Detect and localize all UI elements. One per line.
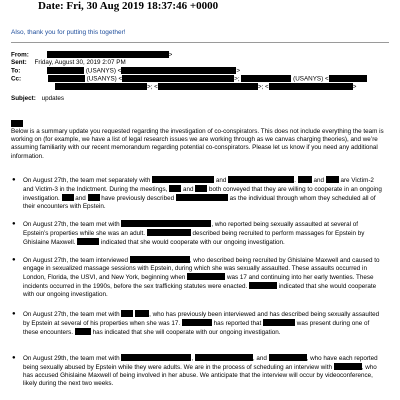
redaction: [169, 185, 181, 192]
email-date-line: Date: Fri, 30 Aug 2019 18:37:46 +0000: [38, 0, 219, 12]
cc-row-2: [11, 83, 356, 92]
text: , who reported being sexually assaulted at several of Epstein’s properties while she was an adult.: [23, 220, 359, 237]
list-item: [12, 220, 385, 247]
text: On August 27th, the team interviewed: [23, 256, 129, 264]
text: described being recruited to perform massages for Epstein by Ghislaine Maxwell.: [23, 229, 365, 246]
redaction: [269, 83, 353, 90]
list-item: [12, 256, 385, 299]
redaction: [62, 194, 74, 201]
subject-row: [11, 95, 64, 103]
redaction: [195, 185, 207, 192]
to-fragment: (USANYS) <: [85, 67, 122, 75]
bullet-icon: ●: [12, 177, 16, 183]
redaction: [187, 273, 225, 280]
bullet-icon: ●: [12, 221, 16, 227]
text: indicated that she would cooperate with our ongoing investigation.: [23, 283, 377, 299]
text: On August 27th, the team met separately with: [23, 176, 151, 184]
redaction: [11, 120, 23, 127]
to-label: To:: [11, 67, 21, 75]
text: are Victim-2 and Victim-3 in the Indictment. During the meetings,: [23, 176, 374, 193]
bullet-icon: ●: [12, 257, 16, 263]
divider: [11, 42, 389, 43]
from-close: >: [168, 51, 173, 59]
redaction: [55, 83, 147, 90]
cc-fragment-2: >;: [234, 75, 240, 83]
bullet-icon: ●: [12, 355, 16, 361]
redaction: [269, 354, 307, 361]
sent-value: Friday, August 30, 2019 2:07 PM: [34, 59, 126, 66]
text: and: [75, 194, 86, 202]
redaction: [298, 176, 312, 183]
text: and: [313, 176, 324, 184]
text: , who described being recruited by Ghislaine Maxwell and caused to engage in sexualized massage sessions with Epstein, during which she was sexually assaulted. These assaults occurred in London, Florida, the USVI, and New York, beginning when: [23, 256, 380, 281]
to-close: >: [236, 67, 241, 75]
text: have previously described: [101, 194, 175, 202]
text: was present during one of these encounters.: [23, 319, 370, 336]
text: as the individual through whom they scheduled all of their encounters with Epstein.: [23, 194, 376, 210]
redaction: [122, 75, 234, 82]
redaction: [326, 176, 339, 183]
sent-label: Sent:: [11, 59, 27, 66]
redaction: [329, 75, 367, 82]
text: On August 27th, the team met with: [23, 220, 120, 228]
list-item: ● On August 27th, the team met separately with and . and are Victim-2 and Victim-3 in the Indictment. During the meetings, and both conveyed that they are willing to cooperate in an ongoing investigation. and have previously described as the individual through whom they scheduled all of their encounters with Epstein.: [12, 176, 382, 210]
cc-fragment-3: (USANYS) <: [293, 75, 329, 83]
text: , who have each reported being sexually abused by Epstein while they were adults. We are in the process of scheduling an interview with: [23, 354, 378, 371]
text: On August 27th, the team met with: [23, 310, 120, 318]
list-item: [12, 310, 385, 337]
text: ,: [191, 354, 194, 362]
list-item: [12, 354, 385, 388]
text: both conveyed that they are willing to cooperate in an ongoing investigation.: [23, 185, 382, 202]
redaction: [77, 238, 99, 245]
redaction: [47, 67, 84, 74]
redaction: [182, 319, 212, 326]
redaction: [48, 75, 85, 82]
cc-fragment-5: >; <: [257, 83, 269, 91]
text: has reported that: [213, 319, 262, 327]
redaction: [47, 51, 169, 58]
cc-fragment-4: >; <: [147, 83, 158, 91]
sent-row: [11, 59, 126, 67]
bullet-icon: ●: [12, 311, 16, 317]
cc-fragment-6: >: [352, 83, 357, 91]
redaction: [135, 310, 149, 317]
redaction: [263, 319, 295, 326]
redaction: [176, 194, 228, 201]
redaction: [228, 176, 294, 183]
redaction: [121, 67, 236, 74]
redaction: [75, 328, 91, 335]
redaction: [147, 229, 191, 236]
text: , who has previously been interviewed and has described being sexually assaulted by Epstein at several of his properties when she was 17.: [23, 310, 380, 327]
text: and: [182, 185, 194, 193]
redaction: [158, 83, 258, 90]
redaction: [88, 194, 100, 201]
redaction: [130, 256, 190, 263]
intro-paragraph: Below is a summary update you requested regarding the investigation of co-conspirators. This does not include everything the team is working on (for example, we have a list of legal research issues we are working through as we canvas charging theories), and we’re assuming familiarity with our recent memorandum regarding potential co-conspirators. Please let us know if you need any additional information.: [11, 128, 384, 160]
text: , who has accused Ghislaine Maxwell of being involved in her abuse. We anticipate that the interview will occur by videoconference, likely during the next two weeks.: [23, 363, 377, 388]
text: , and: [252, 354, 267, 362]
text: indicated that she would cooperate with our ongoing investigation.: [101, 238, 285, 246]
text: and: [215, 176, 227, 184]
redaction: [195, 354, 253, 361]
reply-thanks-text: Also, thank you for putting this together!: [11, 29, 126, 36]
redaction: [241, 75, 291, 82]
from-label: From:: [11, 51, 29, 59]
cc-label: Cc:: [11, 75, 22, 83]
cc-fragment-1: (USANYS) <: [86, 75, 123, 83]
text: was 17 and continuing into her early twenties. These incidents occurred in the 1990s, before the sex trafficking statutes were enacted.: [23, 274, 374, 290]
text: has indicated that she will cooperate with our ongoing investigation.: [92, 328, 281, 336]
subject-value: updates: [41, 95, 65, 102]
text: On August 29th, the team met with: [23, 354, 120, 362]
redaction: [121, 354, 194, 362]
redaction: [249, 282, 277, 289]
redaction: [121, 220, 211, 227]
redaction: [121, 310, 133, 317]
redaction: [334, 363, 362, 370]
subject-label: Subject:: [11, 95, 36, 102]
redaction: [152, 176, 214, 183]
